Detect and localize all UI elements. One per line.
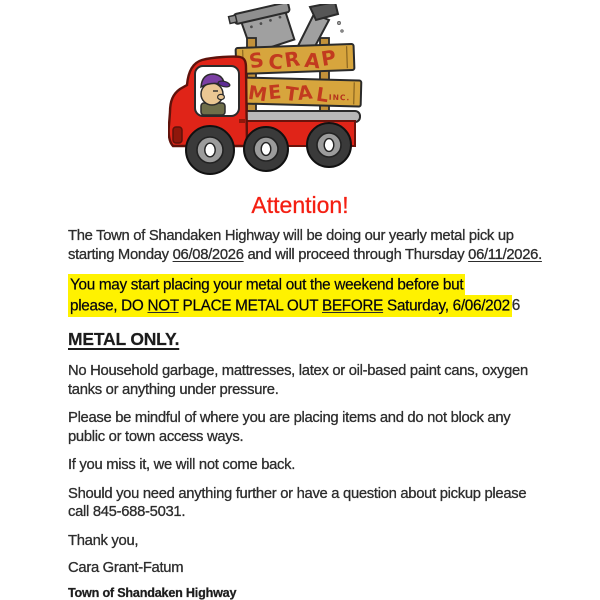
- before-underlined: BEFORE: [321, 297, 384, 314]
- sign-inc-text: INC.: [328, 92, 351, 103]
- no-garbage-paragraph: No Household garbage, mattresses, latex or oil-based paint cans, oxygen tanks or anything under pressure.: [68, 363, 528, 398]
- date-tail-unhighlighted: 6: [511, 297, 520, 314]
- intro-line-1: The Town of Shandaken Highway will be doing our yearly metal pick up: [68, 228, 514, 244]
- sign-scrap-text: SCRAP: [247, 44, 341, 75]
- sign-plank-metal: [239, 77, 362, 109]
- highlight-line-2: please, DO NOT PLACE METAL OUT BEFORE Saturday, 6/06/202 6: [68, 295, 534, 316]
- pickup-end-date: 06/11/2026.: [468, 246, 542, 263]
- thanks-line: Thank you,: [68, 532, 139, 549]
- highlight-line-1: You may start placing your metal out the weekend before but: [68, 274, 534, 295]
- rear-wheel-icon: [307, 123, 351, 167]
- miss-it-paragraph: If you miss it, we will not come back.: [68, 457, 296, 473]
- headlight: [173, 127, 182, 143]
- intro-line-2: starting Monday 06/08/2026 and will proceed through Thursday 06/11/2026.: [68, 246, 542, 263]
- not-underlined: NOT: [147, 297, 179, 314]
- metal-only-heading: METAL ONLY.: [68, 329, 180, 349]
- front-wheel-icon: [186, 126, 234, 174]
- pickup-start-date: 06/08/2026: [172, 246, 244, 263]
- attention-heading: Attention!: [251, 192, 349, 218]
- contact-paragraph: Should you need anything further or have a question about pickup please call 845-688-5031.: [68, 485, 534, 522]
- sign-plank-scrap: [236, 44, 355, 77]
- phone-line: call 845-688-5031.: [68, 504, 186, 520]
- intro-paragraph: [68, 227, 542, 264]
- middle-wheel-icon: [244, 127, 288, 171]
- scrap-metal-truck-illustration: [168, 4, 364, 178]
- org-line: Town of Shandaken Highway: [68, 585, 237, 600]
- sign-metal-text: METAL: [246, 80, 333, 108]
- highlight-paragraph: [68, 274, 534, 316]
- flyer-body: [68, 227, 542, 600]
- truck-illustration-area: [0, 0, 600, 182]
- be-mindful-paragraph: Please be mindful of where you are placing items and do not block any public or town access ways.: [68, 410, 511, 445]
- signature-line: Cara Grant-Fatum: [68, 560, 184, 576]
